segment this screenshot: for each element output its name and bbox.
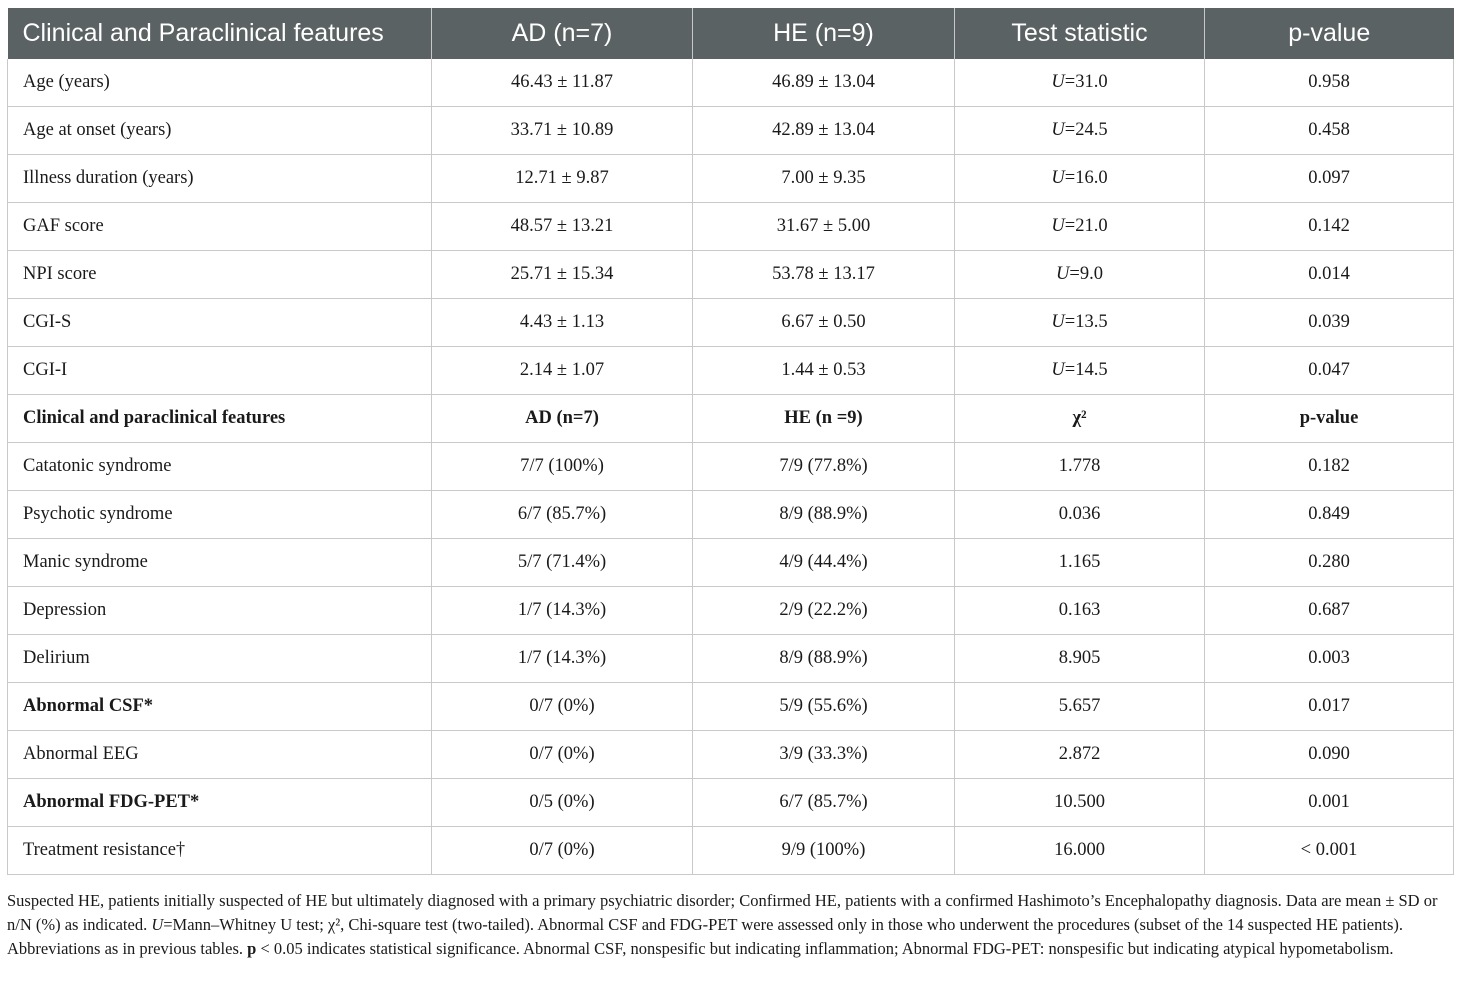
table-row — [8, 155, 1454, 203]
cell-stat — [955, 347, 1205, 395]
cell-he: 31.67 ± 5.00 — [693, 203, 955, 251]
table-header-row — [8, 8, 1454, 59]
cell-p: 0.958 — [1205, 59, 1454, 107]
table-row — [8, 251, 1454, 299]
cell-stat: 1.778 — [955, 443, 1205, 491]
cell-feature: GAF score — [8, 203, 432, 251]
cell-he: 7/9 (77.8%) — [693, 443, 955, 491]
cell-feature: NPI score — [8, 251, 432, 299]
cell-he: 6/7 (85.7%) — [693, 779, 955, 827]
cell-stat — [955, 107, 1205, 155]
cell-feature: Catatonic syndrome — [8, 443, 432, 491]
cell-stat — [955, 299, 1205, 347]
cell-p: 0.017 — [1205, 683, 1454, 731]
footnote-part1: Suspected HE, patients initially suspected of HE but ultimately diagnosed with a primary psychiatric disorder; Confirmed HE, patients with a confirmed Hashimoto’s Encephalopathy diagnosis. Data are mean ± SD or n/N (%) as indicated. — [7, 891, 1438, 934]
cell-p: 0.039 — [1205, 299, 1454, 347]
table-row — [8, 491, 1454, 539]
cell-he: 6.67 ± 0.50 — [693, 299, 955, 347]
cell-stat: 0.036 — [955, 491, 1205, 539]
cell-ad: 2.14 ± 1.07 — [432, 347, 693, 395]
footnote-p-symbol: p — [247, 939, 257, 958]
cell-feature: CGI-I — [8, 347, 432, 395]
u-symbol: U — [1056, 264, 1070, 284]
cell-ad: 0/7 (0%) — [432, 827, 693, 875]
cell-feature: Manic syndrome — [8, 539, 432, 587]
subheader-chi-square: χ² — [955, 395, 1205, 443]
cell-he: 7.00 ± 9.35 — [693, 155, 955, 203]
table-row — [8, 539, 1454, 587]
cell-stat — [955, 251, 1205, 299]
cell-ad: 25.71 ± 15.34 — [432, 251, 693, 299]
table-footnote — [7, 889, 1453, 961]
header-p-value: p-value — [1205, 8, 1454, 59]
cell-ad: 4.43 ± 1.13 — [432, 299, 693, 347]
table-row — [8, 203, 1454, 251]
cell-p: 0.458 — [1205, 107, 1454, 155]
cell-stat: 5.657 — [955, 683, 1205, 731]
cell-ad: 0/7 (0%) — [432, 683, 693, 731]
u-symbol: U — [1051, 168, 1065, 188]
table-row — [8, 443, 1454, 491]
stat-value: =9.0 — [1069, 264, 1103, 284]
cell-he: 8/9 (88.9%) — [693, 635, 955, 683]
cell-ad: 46.43 ± 11.87 — [432, 59, 693, 107]
cell-he: 2/9 (22.2%) — [693, 587, 955, 635]
cell-p: 0.014 — [1205, 251, 1454, 299]
table-row — [8, 827, 1454, 875]
footnote-part2: =Mann–Whitney U test; χ², Chi-square test (two-tailed). Abnormal CSF and FDG-PET were assessed only in those who underwent the procedures (subset of the 14 suspected HE patients). Abbreviations as in previous tables. — [7, 915, 1403, 958]
cell-p: 0.047 — [1205, 347, 1454, 395]
cell-ad: 48.57 ± 13.21 — [432, 203, 693, 251]
subheader-features: Clinical and paraclinical features — [8, 395, 432, 443]
cell-stat: 16.000 — [955, 827, 1205, 875]
stat-value: =24.5 — [1064, 120, 1108, 140]
cell-p: 0.142 — [1205, 203, 1454, 251]
header-ad: AD (n=7) — [432, 8, 693, 59]
u-symbol: U — [1051, 120, 1065, 140]
cell-he: 1.44 ± 0.53 — [693, 347, 955, 395]
cell-p: 0.849 — [1205, 491, 1454, 539]
cell-p: 0.182 — [1205, 443, 1454, 491]
u-symbol: U — [1051, 360, 1065, 380]
results-table — [7, 8, 1454, 875]
cell-stat — [955, 59, 1205, 107]
cell-stat: 8.905 — [955, 635, 1205, 683]
table-row — [8, 347, 1454, 395]
cell-feature: Psychotic syndrome — [8, 491, 432, 539]
cell-he: 5/9 (55.6%) — [693, 683, 955, 731]
cell-feature: Delirium — [8, 635, 432, 683]
u-symbol: U — [1051, 216, 1065, 236]
cell-he: 4/9 (44.4%) — [693, 539, 955, 587]
table-row — [8, 587, 1454, 635]
results-table-container — [7, 8, 1453, 875]
cell-p: 0.097 — [1205, 155, 1454, 203]
cell-stat: 1.165 — [955, 539, 1205, 587]
cell-ad: 6/7 (85.7%) — [432, 491, 693, 539]
table-row — [8, 779, 1454, 827]
u-symbol: U — [1051, 312, 1065, 332]
cell-he: 42.89 ± 13.04 — [693, 107, 955, 155]
stat-value: =16.0 — [1064, 168, 1108, 188]
cell-feature: Abnormal FDG-PET* — [8, 779, 432, 827]
cell-feature: Treatment resistance† — [8, 827, 432, 875]
subheader-p-value: p-value — [1205, 395, 1454, 443]
cell-ad: 7/7 (100%) — [432, 443, 693, 491]
stat-value: =31.0 — [1064, 72, 1108, 92]
cell-feature: CGI-S — [8, 299, 432, 347]
u-symbol: U — [1051, 72, 1065, 92]
subheader-he: HE (n =9) — [693, 395, 955, 443]
subheader-ad: AD (n=7) — [432, 395, 693, 443]
cell-feature: Abnormal CSF* — [8, 683, 432, 731]
table-row — [8, 683, 1454, 731]
cell-p: 0.090 — [1205, 731, 1454, 779]
cell-feature: Depression — [8, 587, 432, 635]
cell-he: 3/9 (33.3%) — [693, 731, 955, 779]
cell-stat — [955, 203, 1205, 251]
table-row — [8, 731, 1454, 779]
cell-ad: 33.71 ± 10.89 — [432, 107, 693, 155]
header-he: HE (n=9) — [693, 8, 955, 59]
cell-feature: Age (years) — [8, 59, 432, 107]
cell-ad: 0/5 (0%) — [432, 779, 693, 827]
footnote-part3: < 0.05 indicates statistical significance. Abnormal CSF, nonspesific but indicating inflammation; Abnormal FDG-PET: nonspesific but indicating atypical hypometabolism. — [256, 939, 1394, 958]
cell-he: 46.89 ± 13.04 — [693, 59, 955, 107]
table-row — [8, 59, 1454, 107]
cell-feature: Age at onset (years) — [8, 107, 432, 155]
table-row — [8, 107, 1454, 155]
cell-p: < 0.001 — [1205, 827, 1454, 875]
stat-value: =13.5 — [1064, 312, 1108, 332]
header-features: Clinical and Paraclinical features — [8, 8, 432, 59]
cell-he: 9/9 (100%) — [693, 827, 955, 875]
cell-feature: Illness duration (years) — [8, 155, 432, 203]
cell-he: 53.78 ± 13.17 — [693, 251, 955, 299]
cell-ad: 1/7 (14.3%) — [432, 587, 693, 635]
cell-stat: 2.872 — [955, 731, 1205, 779]
table-row — [8, 635, 1454, 683]
stat-value: =14.5 — [1064, 360, 1108, 380]
cell-stat: 10.500 — [955, 779, 1205, 827]
cell-stat — [955, 155, 1205, 203]
cell-ad: 1/7 (14.3%) — [432, 635, 693, 683]
cell-p: 0.687 — [1205, 587, 1454, 635]
cell-p: 0.001 — [1205, 779, 1454, 827]
cell-ad: 5/7 (71.4%) — [432, 539, 693, 587]
footnote-u-symbol: U — [151, 915, 164, 934]
cell-p: 0.280 — [1205, 539, 1454, 587]
stat-value: =21.0 — [1064, 216, 1108, 236]
cell-ad: 0/7 (0%) — [432, 731, 693, 779]
cell-ad: 12.71 ± 9.87 — [432, 155, 693, 203]
header-test-statistic: Test statistic — [955, 8, 1205, 59]
table-subheader-row — [8, 395, 1454, 443]
cell-he: 8/9 (88.9%) — [693, 491, 955, 539]
cell-feature: Abnormal EEG — [8, 731, 432, 779]
cell-p: 0.003 — [1205, 635, 1454, 683]
table-row — [8, 299, 1454, 347]
cell-stat: 0.163 — [955, 587, 1205, 635]
